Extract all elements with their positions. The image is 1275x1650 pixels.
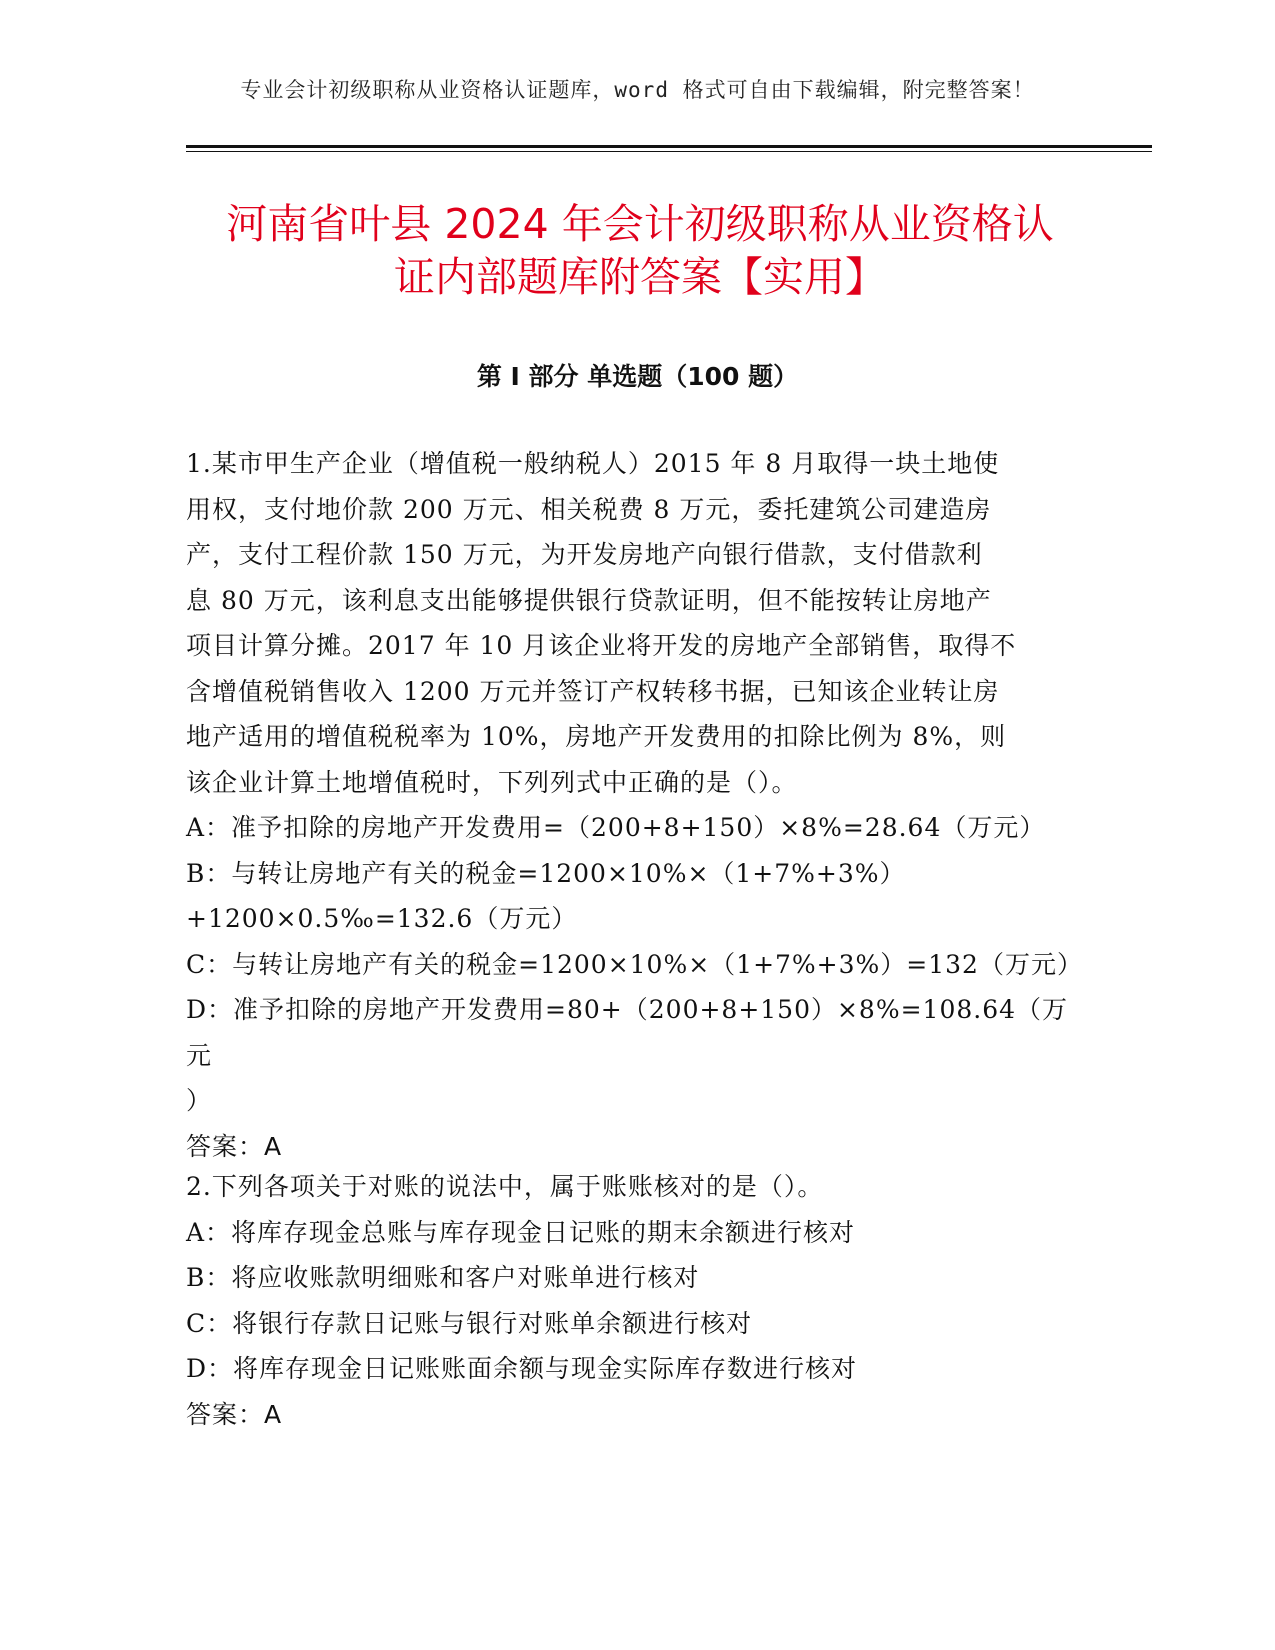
option-b: B：将应收账款明细账和客户对账单进行核对 (186, 1263, 700, 1292)
question-stem-line: 息 80 万元，该利息支出能够提供银行贷款证明，但不能按转让房地产 (186, 585, 992, 615)
question-2 (186, 1164, 1076, 1437)
header-note: 专业会计初级职称从业资格认证题库，word 格式可自由下载编辑，附完整答案！ (240, 78, 1035, 102)
header-rule-thin (186, 151, 1152, 152)
option-b-continued: +1200×0.5‰=132.6（万元） (186, 904, 578, 933)
answer-line: 答案：A (186, 1131, 283, 1161)
title-line-2: 证内部题库附答案【实用】 (394, 253, 886, 301)
option-d: D：将库存现金日记账账面余额与现金实际库存数进行核对 (186, 1354, 858, 1383)
option-a: A：将库存现金总账与库存现金日记账的期末余额进行核对 (186, 1217, 856, 1247)
question-stem-line: 1.某市甲生产企业（增值税一般纳税人）2015 年 8 月取得一块土地使 (186, 449, 1000, 478)
header-rule-thick (186, 145, 1152, 148)
option-b: B：与转让房地产有关的税金=1200×10%×（1+7%+3%） (186, 858, 906, 888)
option-d-continued: ） (186, 1086, 213, 1115)
question-stem-line: 产，支付工程价款 150 万元，为开发房地产向银行借款，支付借款利 (186, 540, 983, 569)
option-c: C：与转让房地产有关的税金=1200×10%×（1+7%+3%）=132（万元） (186, 949, 1083, 979)
question-stem-line: 项目计算分摊。2017 年 10 月该企业将开发的房地产全部销售，取得不 (186, 631, 1017, 660)
option-a: A：准予扣除的房地产开发费用=（200+8+150）×8%=28.64（万元） (186, 813, 1046, 842)
question-stem-line: 用权，支付地价款 200 万元、相关税费 8 万元，委托建筑公司建造房 (186, 494, 992, 524)
option-c: C：将银行存款日记账与银行对账单余额进行核对 (186, 1308, 753, 1338)
question-stem-line: 含增值税销售收入 1200 万元并签订产权转移书据，已知该企业转让房 (186, 676, 1000, 706)
document-title (180, 198, 1100, 304)
question-stem-line: 该企业计算土地增值税时，下列列式中正确的是（）。 (186, 767, 798, 797)
option-d: D：准予扣除的房地产开发费用=80+（200+8+150）×8%=108.64（万元 (186, 995, 1069, 1070)
answer-line: 答案：A (186, 1399, 283, 1429)
question-stem-line: 2.下列各项关于对账的说法中，属于账账核对的是（）。 (186, 1172, 824, 1201)
question-1 (186, 441, 1083, 1169)
section-heading: 第 I 部分 单选题（100 题） (476, 362, 799, 391)
question-stem-line: 地产适用的增值税税率为 10%，房地产开发费用的扣除比例为 8%，则 (186, 722, 1007, 751)
title-line-1: 河南省叶县 2024 年会计初级职称从业资格认 (226, 200, 1054, 248)
